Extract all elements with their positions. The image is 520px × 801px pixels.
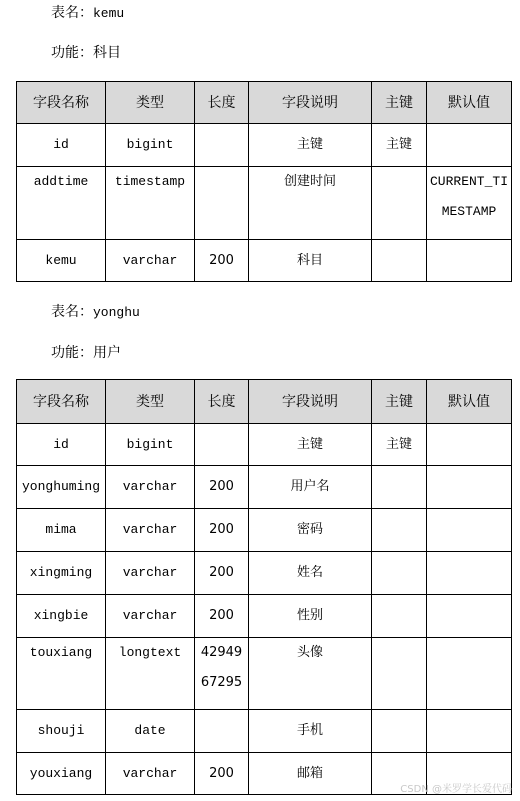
function-label: 功能： xyxy=(51,45,93,61)
cell-field-name: xingbie xyxy=(17,595,106,638)
cell-length: 200 xyxy=(195,509,249,552)
cell-field-name: touxiang xyxy=(17,638,106,710)
cell-field-name: mima xyxy=(17,509,106,552)
table-row xyxy=(17,167,512,240)
function-value: 科目 xyxy=(93,45,121,61)
header-type: 类型 xyxy=(106,82,195,124)
cell-type: varchar xyxy=(106,753,195,795)
cell-default xyxy=(427,710,512,753)
cell-default xyxy=(427,124,512,167)
function-label: 功能： xyxy=(51,345,93,361)
cell-default-line-1: CURRENT_TI xyxy=(429,174,508,189)
cell-primary-key xyxy=(372,509,427,552)
table-name-label: 表名： xyxy=(51,5,93,21)
cell-description: 姓名 xyxy=(249,552,372,595)
cell-field-name: id xyxy=(17,424,106,466)
table-row xyxy=(17,466,512,509)
table-row xyxy=(17,509,512,552)
cell-field-name: id xyxy=(17,124,106,167)
cell-length: 200 xyxy=(195,595,249,638)
table-header-row xyxy=(17,82,512,124)
cell-default xyxy=(427,424,512,466)
cell-default xyxy=(427,638,512,710)
function-line-kemu xyxy=(51,42,121,62)
cell-description: 性别 xyxy=(249,595,372,638)
cell-default xyxy=(427,167,512,240)
cell-description: 头像 xyxy=(249,638,372,710)
cell-description: 创建时间 xyxy=(249,167,372,240)
cell-type: varchar xyxy=(106,240,195,282)
header-field-name: 字段名称 xyxy=(17,82,106,124)
cell-field-name: kemu xyxy=(17,240,106,282)
header-default: 默认值 xyxy=(427,82,512,124)
cell-type: timestamp xyxy=(106,167,195,240)
table-name-value: kemu xyxy=(93,6,125,21)
cell-primary-key xyxy=(372,240,427,282)
function-value: 用户 xyxy=(93,345,121,361)
watermark: CSDN @米罗学长爱代码 xyxy=(400,784,512,795)
table-row xyxy=(17,240,512,282)
header-length: 长度 xyxy=(195,380,249,424)
cell-type: date xyxy=(106,710,195,753)
cell-length-line-2: 67295 xyxy=(200,675,243,690)
function-line-yonghu xyxy=(51,342,121,362)
cell-type: varchar xyxy=(106,466,195,509)
cell-type: longtext xyxy=(106,638,195,710)
cell-primary-key xyxy=(372,710,427,753)
cell-type: varchar xyxy=(106,595,195,638)
cell-field-name: shouji xyxy=(17,710,106,753)
table-name-value: yonghu xyxy=(93,305,140,320)
cell-default-line-2: MESTAMP xyxy=(441,204,497,219)
table-row xyxy=(17,595,512,638)
header-length: 长度 xyxy=(195,82,249,124)
cell-length: 200 xyxy=(195,753,249,795)
schema-table-kemu xyxy=(16,81,512,282)
table-row xyxy=(17,424,512,466)
cell-primary-key xyxy=(372,466,427,509)
table-row xyxy=(17,710,512,753)
cell-description: 主键 xyxy=(249,424,372,466)
cell-description: 用户名 xyxy=(249,466,372,509)
cell-length xyxy=(195,167,249,240)
cell-description: 手机 xyxy=(249,710,372,753)
cell-field-name: addtime xyxy=(17,167,106,240)
cell-field-name: xingming xyxy=(17,552,106,595)
cell-length: 200 xyxy=(195,240,249,282)
header-description: 字段说明 xyxy=(249,380,372,424)
cell-primary-key xyxy=(372,167,427,240)
table-row xyxy=(17,552,512,595)
cell-default xyxy=(427,240,512,282)
cell-type: bigint xyxy=(106,124,195,167)
table-name-label: 表名： xyxy=(51,304,93,320)
header-primary-key: 主键 xyxy=(372,82,427,124)
cell-description: 邮箱 xyxy=(249,753,372,795)
cell-type: varchar xyxy=(106,509,195,552)
cell-default xyxy=(427,552,512,595)
cell-length: 200 xyxy=(195,552,249,595)
cell-description: 主键 xyxy=(249,124,372,167)
cell-primary-key xyxy=(372,638,427,710)
cell-primary-key xyxy=(372,552,427,595)
table-name-line-kemu xyxy=(51,2,124,22)
cell-description: 科目 xyxy=(249,240,372,282)
header-default: 默认值 xyxy=(427,380,512,424)
table-header-row xyxy=(17,380,512,424)
table-row xyxy=(17,124,512,167)
cell-length: 200 xyxy=(195,466,249,509)
cell-field-name: youxiang xyxy=(17,753,106,795)
schema-table-yonghu xyxy=(16,379,512,795)
header-primary-key: 主键 xyxy=(372,380,427,424)
cell-length xyxy=(195,124,249,167)
table-row xyxy=(17,638,512,710)
cell-field-name: yonghuming xyxy=(17,466,106,509)
cell-length xyxy=(195,638,249,710)
cell-default xyxy=(427,509,512,552)
cell-default xyxy=(427,595,512,638)
cell-primary-key xyxy=(372,595,427,638)
cell-default xyxy=(427,466,512,509)
table-name-line-yonghu xyxy=(51,301,140,321)
cell-description: 密码 xyxy=(249,509,372,552)
cell-length xyxy=(195,710,249,753)
cell-length-line-1: 42949 xyxy=(200,645,243,660)
cell-length xyxy=(195,424,249,466)
header-field-name: 字段名称 xyxy=(17,380,106,424)
cell-type: bigint xyxy=(106,424,195,466)
cell-primary-key: 主键 xyxy=(372,124,427,167)
header-type: 类型 xyxy=(106,380,195,424)
cell-type: varchar xyxy=(106,552,195,595)
cell-primary-key: 主键 xyxy=(372,424,427,466)
header-description: 字段说明 xyxy=(249,82,372,124)
